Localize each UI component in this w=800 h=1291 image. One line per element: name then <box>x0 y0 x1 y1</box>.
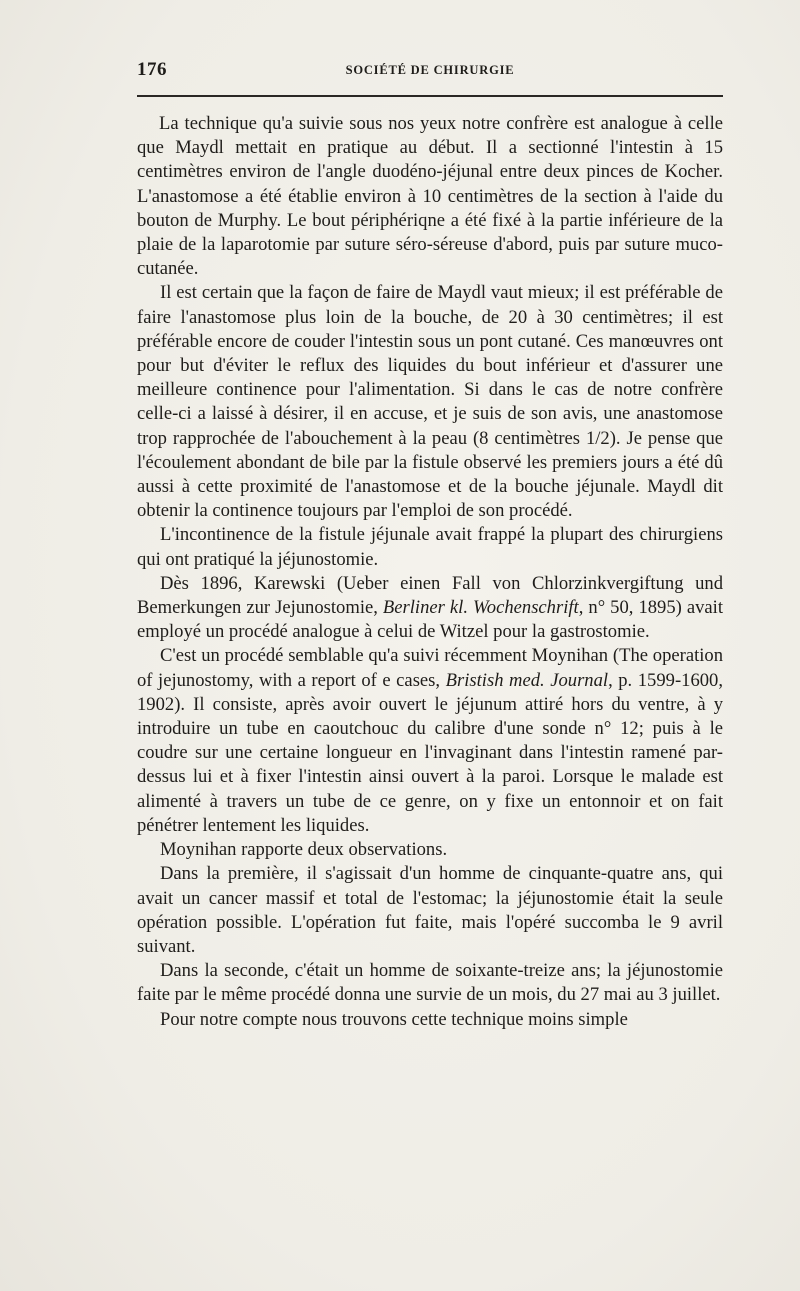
paragraph-5 <box>137 644 723 838</box>
citation-berliner: Berliner kl. Wochenschrift <box>382 597 579 619</box>
paragraph-5-text-before: C'est un procédé semblable qu'a suivi récemment Moynihan (The operation of jejunostomy, with a report of e cases, <box>137 645 723 691</box>
paragraph-4-text-after: , n° 50, 1895) avait employé un procédé analogue à celui de Witzel pour la gastrostomie. <box>137 597 723 643</box>
paragraph-2: Il est certain que la façon de faire de Maydl vaut mieux; il est préférable de faire l'anastomose plus loin de la bouche, de 20 à 30 centimètres; il est préférable encore de couder l'intestin sous un pont cutané. Ces manœuvres ont pour but d'éviter le reflux des liquides du bout inférieur et d'assurer une meilleure continence pour l'alimentation. Si dans le cas de notre confrère celle-ci a laissé à désirer, il en accuse, et je suis de son avis, une anastomose trop rapprochée de l'abouchement à la peau (8 centimètres 1/2). Je pense que l'écoulement abondant de bile par la fistule observé les premiers jours a été dû aussi à cette proximité de l'anastomose et de la bouche jéjunale. Maydl dit obtenir la continence toujours par l'emploi de son procédé. <box>137 282 723 522</box>
running-head: SOCIÉTÉ DE CHIRURGIE <box>345 63 515 77</box>
paragraph-6: Moynihan rapporte deux observations. <box>160 839 448 861</box>
paragraph-1: La technique qu'a suivie sous nos yeux notre confrère est analogue à celle que Maydl mettait en pratique au début. Il a sectionné l'intestin à 15 centimètres environ de l'angle duodéno-jéjunal entre deux pinces de Kocher. L'anastomose a été établie environ à 10 centimètres de la section à l'aide du bouton de Murphy. Le bout périphériqne a été fixé à la partie inférieure de la plaie de la laparotomie par suture séro-séreuse d'abord, puis par suture muco-cutanée. <box>137 113 723 280</box>
paragraph-9: Pour notre compte nous trouvons cette technique moins simple <box>160 1008 628 1030</box>
page-header <box>137 56 723 86</box>
body-text <box>137 112 723 1032</box>
paragraph-8: Dans la seconde, c'était un homme de soixante-treize ans; la jéjunostomie faite par le même procédé donna une survie de un mois, du 27 mai au 3 juillet. <box>137 960 723 1006</box>
citation-bmj: Bristish med. Journal <box>445 669 609 691</box>
paragraph-4 <box>137 572 723 645</box>
paragraph-3: L'incontinence de la fistule jéjunale avait frappé la plupart des chirurgiens qui ont pratiqué la jéjunostomie. <box>137 524 723 570</box>
paragraph-4-text-before: Dès 1896, Karewski (Ueber einen Fall von Chlorzinkvergiftung und Bemerkungen zur Jejunostomie, <box>137 572 723 619</box>
paragraph-7: Dans la première, il s'agissait d'un homme de cinquante-quatre ans, qui avait un cancer massif et total de l'estomac; la jéjunostomie était la seule opération possible. L'opération fut faite, mais l'opéré succomba le 9 avril suivant. <box>137 863 723 957</box>
header-rule <box>137 95 723 97</box>
paragraph-5-text-after: , p. 1599-1600, 1902). Il consiste, après avoir ouvert le jéjunum attiré hors du ventre, à y introduire un tube en caoutchouc du calibre d'une sonde n° 12; puis à le coudre sur une certaine longueur en l'invaginant dans l'intestin ramené par-dessus lui et à fixer l'intestin ainsi ouvert à la paroi. Lorsque le malade est alimenté à travers un tube de ce genre, on y fixe un entonnoir et on fait pénétrer lentement les liquides. <box>137 669 723 836</box>
page-number: 176 <box>137 59 167 80</box>
